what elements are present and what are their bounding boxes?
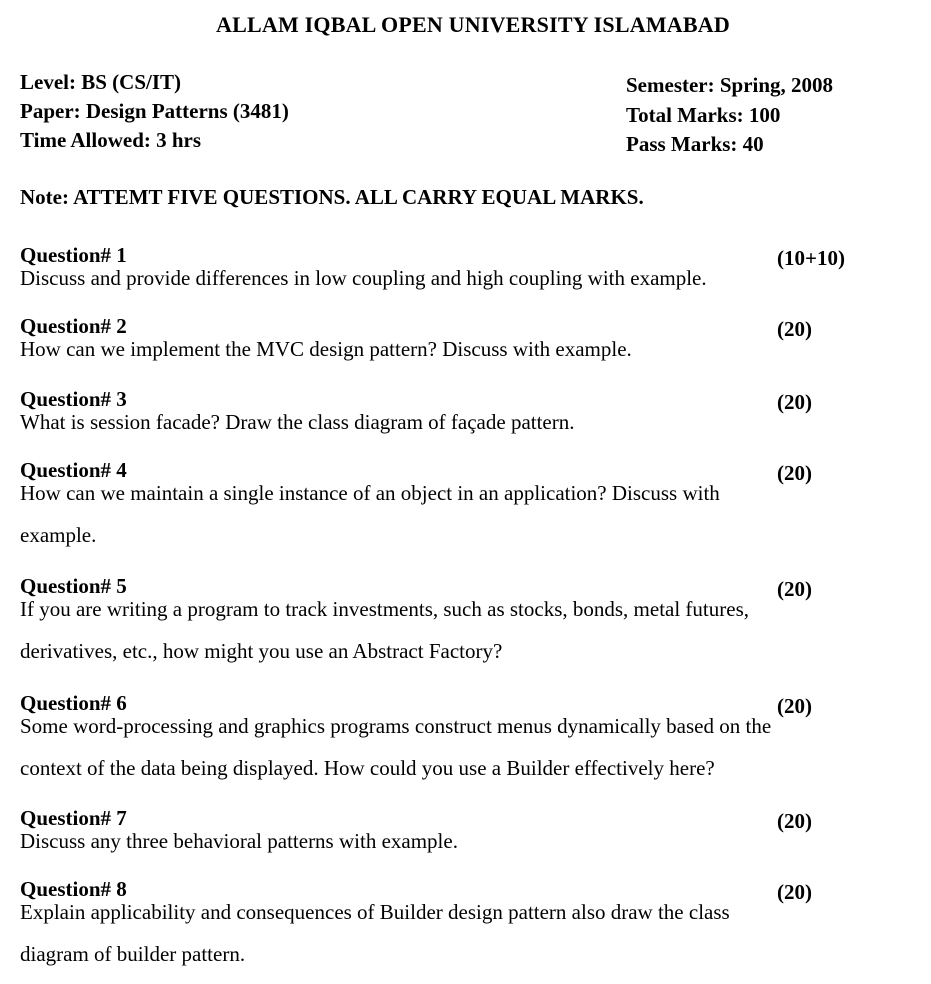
question-line: How can we maintain a single instance of an object in an application? Discuss with	[20, 481, 720, 505]
question-marks: (20)	[777, 694, 812, 718]
question-marks: (20)	[777, 880, 812, 904]
question-marks: (10+10)	[777, 246, 845, 270]
question-5	[20, 574, 925, 672]
question-4	[20, 458, 925, 556]
semester-text: Semester: Spring, 2008	[626, 73, 834, 97]
question-label: Question# 8	[20, 877, 127, 901]
question-marks: (20)	[777, 577, 812, 601]
question-line: If you are writing a program to track investments, such as stocks, bonds, metal futures,	[20, 597, 749, 621]
question-label: Question# 4	[20, 458, 127, 482]
question-3	[20, 387, 925, 443]
question-marks: (20)	[777, 390, 812, 414]
exam-info-left	[20, 68, 289, 155]
question-2	[20, 314, 925, 370]
question-label: Question# 5	[20, 574, 127, 598]
question-label: Question# 6	[20, 691, 127, 715]
question-label: Question# 2	[20, 314, 127, 338]
question-8	[20, 877, 925, 975]
instructions-note: Note: ATTEMT FIVE QUESTIONS. ALL CARRY EQUAL MARKS.	[20, 185, 644, 209]
question-line: diagram of builder pattern.	[20, 942, 246, 966]
question-marks: (20)	[777, 317, 812, 341]
question-line: Discuss any three behavioral patterns with example.	[20, 829, 458, 853]
question-label: Question# 7	[20, 806, 127, 830]
question-marks: (20)	[777, 461, 812, 485]
question-line: How can we implement the MVC design pattern? Discuss with example.	[20, 337, 632, 361]
university-title: ALLAM IQBAL OPEN UNIVERSITY ISLAMABAD	[216, 12, 730, 37]
question-6	[20, 691, 925, 789]
pass-marks-text: Pass Marks: 40	[626, 132, 764, 156]
question-line: example.	[20, 523, 97, 547]
question-line: What is session facade? Draw the class diagram of façade pattern.	[20, 410, 575, 434]
question-line: context of the data being displayed. How could you use a Builder effectively here?	[20, 756, 715, 780]
question-line: derivatives, etc., how might you use an Abstract Factory?	[20, 639, 503, 663]
question-1	[20, 243, 925, 299]
question-label: Question# 3	[20, 387, 127, 411]
question-line: Discuss and provide differences in low coupling and high coupling with example.	[20, 266, 707, 290]
question-line: Explain applicability and consequences of Builder design pattern also draw the class	[20, 900, 730, 924]
exam-info-right	[626, 71, 833, 160]
question-label: Question# 1	[20, 243, 127, 267]
question-7	[20, 806, 925, 862]
total-marks-text: Total Marks: 100	[626, 102, 781, 127]
question-line: Some word-processing and graphics programs construct menus dynamically based on the	[20, 714, 772, 738]
question-marks: (20)	[777, 809, 812, 833]
time-allowed-text: Time Allowed: 3 hrs	[20, 128, 202, 152]
level-text: Level: BS (CS/IT)	[20, 70, 182, 94]
paper-text: Paper: Design Patterns (3481)	[20, 99, 289, 123]
